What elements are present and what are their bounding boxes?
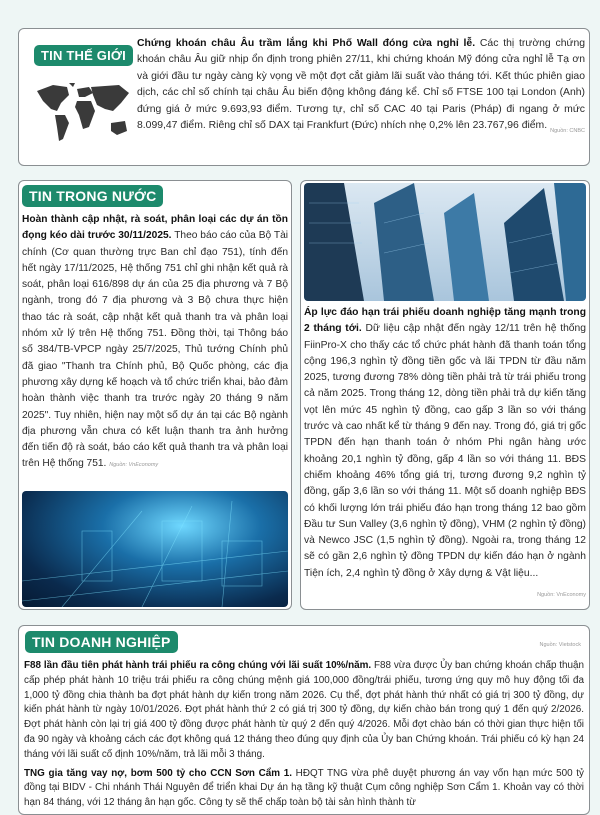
world-news-source: Nguồn: CNBC [550,128,585,135]
world-news-badge: TIN THẾ GIỚI [34,45,133,66]
world-news-text [137,36,585,139]
bond-news-card [300,180,590,610]
domestic-news-card [18,180,292,610]
business-news-headline: F88 lần đầu tiên phát hành trái phiếu ra công chúng với lãi suất 10%/năm. [24,660,372,671]
world-map-icon [33,81,133,149]
business-news-item [24,659,584,763]
bond-news-headline: Áp lực đáo hạn trái phiếu doanh nghiệp tăng mạnh trong 2 tháng tới. [304,307,586,335]
domestic-news-headline: Hoàn thành cập nhật, rà soát, phân loại các dự án tồn đọng kéo dài trước 30/11/2025. [22,214,288,242]
domestic-news-text [22,212,288,474]
domestic-news-badge: TIN TRONG NƯỚC [22,185,163,207]
business-news-body: F88 vừa được Ủy ban chứng khoán chấp thuận cấp phép phát hành 10 triệu trái phiếu ra công chúng mệnh giá 100,000 đồng/trái phiếu, tương ứng quy mô huy động tối đa 1,000 tỷ đồng chia thành ba đợt phát hành dự kiến trong năm 2026. Cụ thể, đợt phát hành thứ nhất có giá trị 300 tỷ đồng, dự kiến phát hành từ ngày 10/01/2026. Đợt phát hành thứ 2 có giá trị 300 tỷ đồng, dự kiến chào bán trong quý 1 đến quý 2/2026. Đợt phát hành còn lại trị giá 400 tỷ đồng được phát hành từ quý 2 đến quý 4/2026. Mỗi đợt chào bán có thời gian thực hiện tối đa 90 ngày và khoảng cách các đợt không quá 12 tháng theo đúng quy định của Ủy ban Chứng khoán. Trái phiếu có kỳ hạn 24 tháng với lãi suất cố định 10%/năm, trả lãi mỗi 3 tháng. [24,660,585,760]
business-news-item [24,767,584,811]
business-news-body: HĐQT TNG vừa phê duyệt phương án vay vốn hạn mức 500 tỷ đồng tại BIDV - Chi nhánh Thái Nguyên để triển khai Dự án hạ tầng kỹ thuật Cụm công nghiệp Sơn Cẩm 1. Khoản vay có thời hạn 84 tháng, với 12 tháng ân hạn gốc. Công ty sẽ thế chấp toàn bộ tài sản hình thành từ [24,767,584,809]
digital-city-image [22,491,288,607]
business-news-headline: TNG gia tăng vay nợ, bơm 500 tỷ cho CCN Sơn Cẩm 1. [24,767,292,779]
domestic-news-source: Nguồn: VnEconomy [109,462,159,469]
world-news-body: Các thị trường chứng khoán châu Âu giữ nhịp ổn định trong phiên 27/11, khi chứng khoán Mỹ đóng cửa nghỉ lễ Tạ ơn và giới đầu tư ngày càng kỳ vọng về một đợt cắt giảm lãi suất vào tháng tới. Kết thúc phiên giao dịch, các chỉ số chính tại châu Âu biến động không đáng kể. Chỉ số FTSE 100 tại London (Anh) đứng giá ở mức 9.693,93 điểm. Tương tự, chỉ số CAC 40 tại Paris (Pháp) đi ngang ở mức 8.099,47 điểm. Riêng chỉ số DAX tại Frankfurt (Đức) nhích nhẹ 0,2% lên 23.767,96 điểm. [137,38,585,132]
world-news-headline: Chứng khoán châu Âu trầm lắng khi Phố Wall đóng cửa nghỉ lễ. [137,38,476,49]
bond-news-source: Nguồn: VnEconomy [537,592,586,599]
world-news-card [18,28,590,166]
bond-news-body: Dữ liệu cập nhật đến ngày 12/11 trên hệ thống FiinPro-X cho thấy các tổ chức phát hành đã thanh toán tổng cộng 196,3 nghìn tỷ đồng tiền gốc và lãi TPDN từ đầu năm 2025, tương đương 78% dòng tiền phải trả từ trái phiếu trong cả năm 2025. Trong tháng 12, dòng tiền phải trả dự kiến tăng vọt lên mức 45 nghìn tỷ đồng, cao gấp 3 lần so với tháng trước và cao nhất kể từ tháng 9 đến nay. Trong đó, giá trị gốc TPDN đến hạn thanh toán ở nhóm Phi ngân hàng ước khoảng 20,1 nghìn tỷ đồng, gấp 4 lần so với tháng 11. BĐS chiếm khoảng 46% tổng giá trị, tương đương 9,2 nghìn tỷ đồng, gấp 3,6 lần so với tháng 11. Một số doanh nghiệp BĐS có khối lượng lớn trái phiếu đáo hạn trong tháng 12 bao gồm Đầu tư Sun Valley (3,6 nghìn tỷ đồng), VHM (2 nghìn tỷ đồng) và Newco JSC (1,5 nghìn tỷ đồng). Ngoài ra, trong tháng 12 sẽ có gần 2,6 nghìn tỷ đồng TPDN dự kiến đáo hạn ở ngành Tiện ích, 2,4 nghìn tỷ đồng ở Xây dựng & Vật liệu... [304,323,586,579]
business-news-list [24,659,584,811]
bond-news-text [304,305,586,603]
domestic-news-body: Theo báo cáo của Bộ Tài chính (Cơ quan thường trực Ban chỉ đạo 751), tính đến hết ngày 17/11/2025, Hệ thống 751 chỉ ghi nhận kết quả rà soát, phân loại 616/898 dự án của 25 địa phương và 7 Bộ ngành, trong đó 7 địa phương và 3 Bộ chưa thực hiện thao tác rà soát, cập nhật kết quả thanh tra và phân loại nhóm xử lý trên Hệ thống 751. Đồng thời, tại Thông báo số 384/TB-VPCP ngày 25/7/2025, Thủ tướng Chính phủ đã giao "Thanh tra Chính phủ, Bộ Quốc phòng, các địa phương xây dựng kế hoạch và tổ chức triển khai, bảo đảm hoàn thành việc thanh tra trước ngày 20 tháng 9 năm 2025". Tuy nhiên, hiện nay một số dự án tại các Bộ ngành địa phương vẫn chưa có kết luận thanh tra ảnh hưởng đến tiến độ rà soát, báo cáo kết quả thanh tra và phân loại trên Hệ thống 751. [22,230,288,470]
business-news-card [18,625,590,815]
business-news-source: Nguồn: Vietstock [539,642,581,648]
skyscrapers-image [304,183,586,301]
business-news-badge: TIN DOANH NGHIỆP [25,631,178,653]
